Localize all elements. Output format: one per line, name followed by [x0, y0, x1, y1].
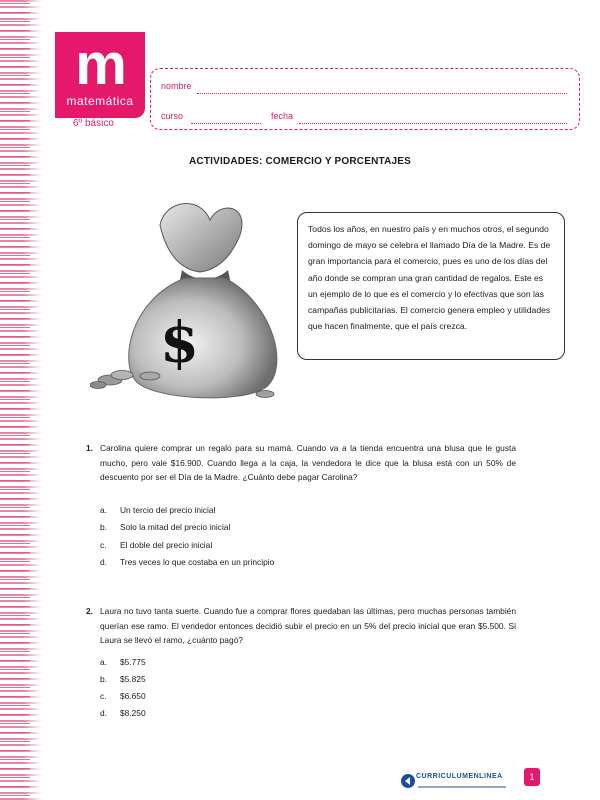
name-field[interactable]: [197, 93, 567, 94]
student-info-box: [150, 68, 580, 130]
question-number: 2.: [86, 606, 93, 616]
logo-word: matemática: [66, 94, 134, 108]
course-field[interactable]: [191, 123, 261, 124]
grade-label: 6º básico: [73, 118, 114, 129]
page-title: ACTIVIDADES: COMERCIO Y PORCENTAJES: [188, 156, 412, 167]
option-a[interactable]: a. $5.775: [100, 657, 146, 667]
page-number: 1: [524, 768, 540, 786]
name-label: nombre: [161, 81, 192, 91]
option-a[interactable]: a. Un tercio del precio inicial: [100, 505, 216, 515]
option-b[interactable]: b. Solo la mitad del precio inicial: [100, 522, 231, 532]
date-label: fecha: [271, 111, 294, 121]
brand-name: CURRICULUMENLINEA: [416, 773, 503, 780]
option-d[interactable]: d. $8.250: [100, 708, 146, 718]
option-c[interactable]: c. $6.650: [100, 691, 146, 701]
logo-letter: m: [75, 32, 125, 97]
option-b[interactable]: b. $5.825: [100, 674, 146, 684]
option-d[interactable]: d. Tres veces lo que costaba en un principio: [100, 557, 275, 567]
intro-text-box: Todos los años, en nuestro país y en muchos otros, el segundo domingo de mayo se celebra el llamado Día de la Madre. Es de gran importancia para el comercio, pues es uno de los días del año donde se compran una gran cantidad de regalos. Este es un ejemplo de lo que es el comercio y lo efectivas que son las campañas publicitarias. El comercio genera empleo y utilidades que hacen finalmente, que el país crezca.: [297, 212, 565, 360]
svg-text:$: $: [160, 310, 199, 376]
question-number: 1.: [86, 443, 93, 453]
decorative-border-stitch: [0, 0, 30, 800]
course-label: curso: [161, 111, 184, 121]
question-text: Laura no tuvo tanta suerte. Cuando fue a comprar flores quedaban las últimas, pero muchas personas también querían ese ramo. El vendedor entonces decidió subir el precio en un 5% del precio inicial que eran $5.500. Si Laura se llevó el ramo, ¿cuánto pagó?: [100, 606, 516, 645]
money-bag-illustration: [90, 190, 300, 420]
option-c[interactable]: c. El doble del precio inicial: [100, 540, 213, 550]
question-text: Carolina quiere comprar un regalo para su mamá. Cuando va a la tienda encuentra una blusa que le gusta mucho, pero vale $16.900. Cuando llega a la caja, la vendedora le dice que la blusa está con un 50% de descuento por ser el Día de la Madre. ¿Cuánto debe pagar Carolina?: [100, 443, 516, 482]
subject-logo: [55, 32, 145, 118]
date-field[interactable]: [299, 123, 567, 124]
